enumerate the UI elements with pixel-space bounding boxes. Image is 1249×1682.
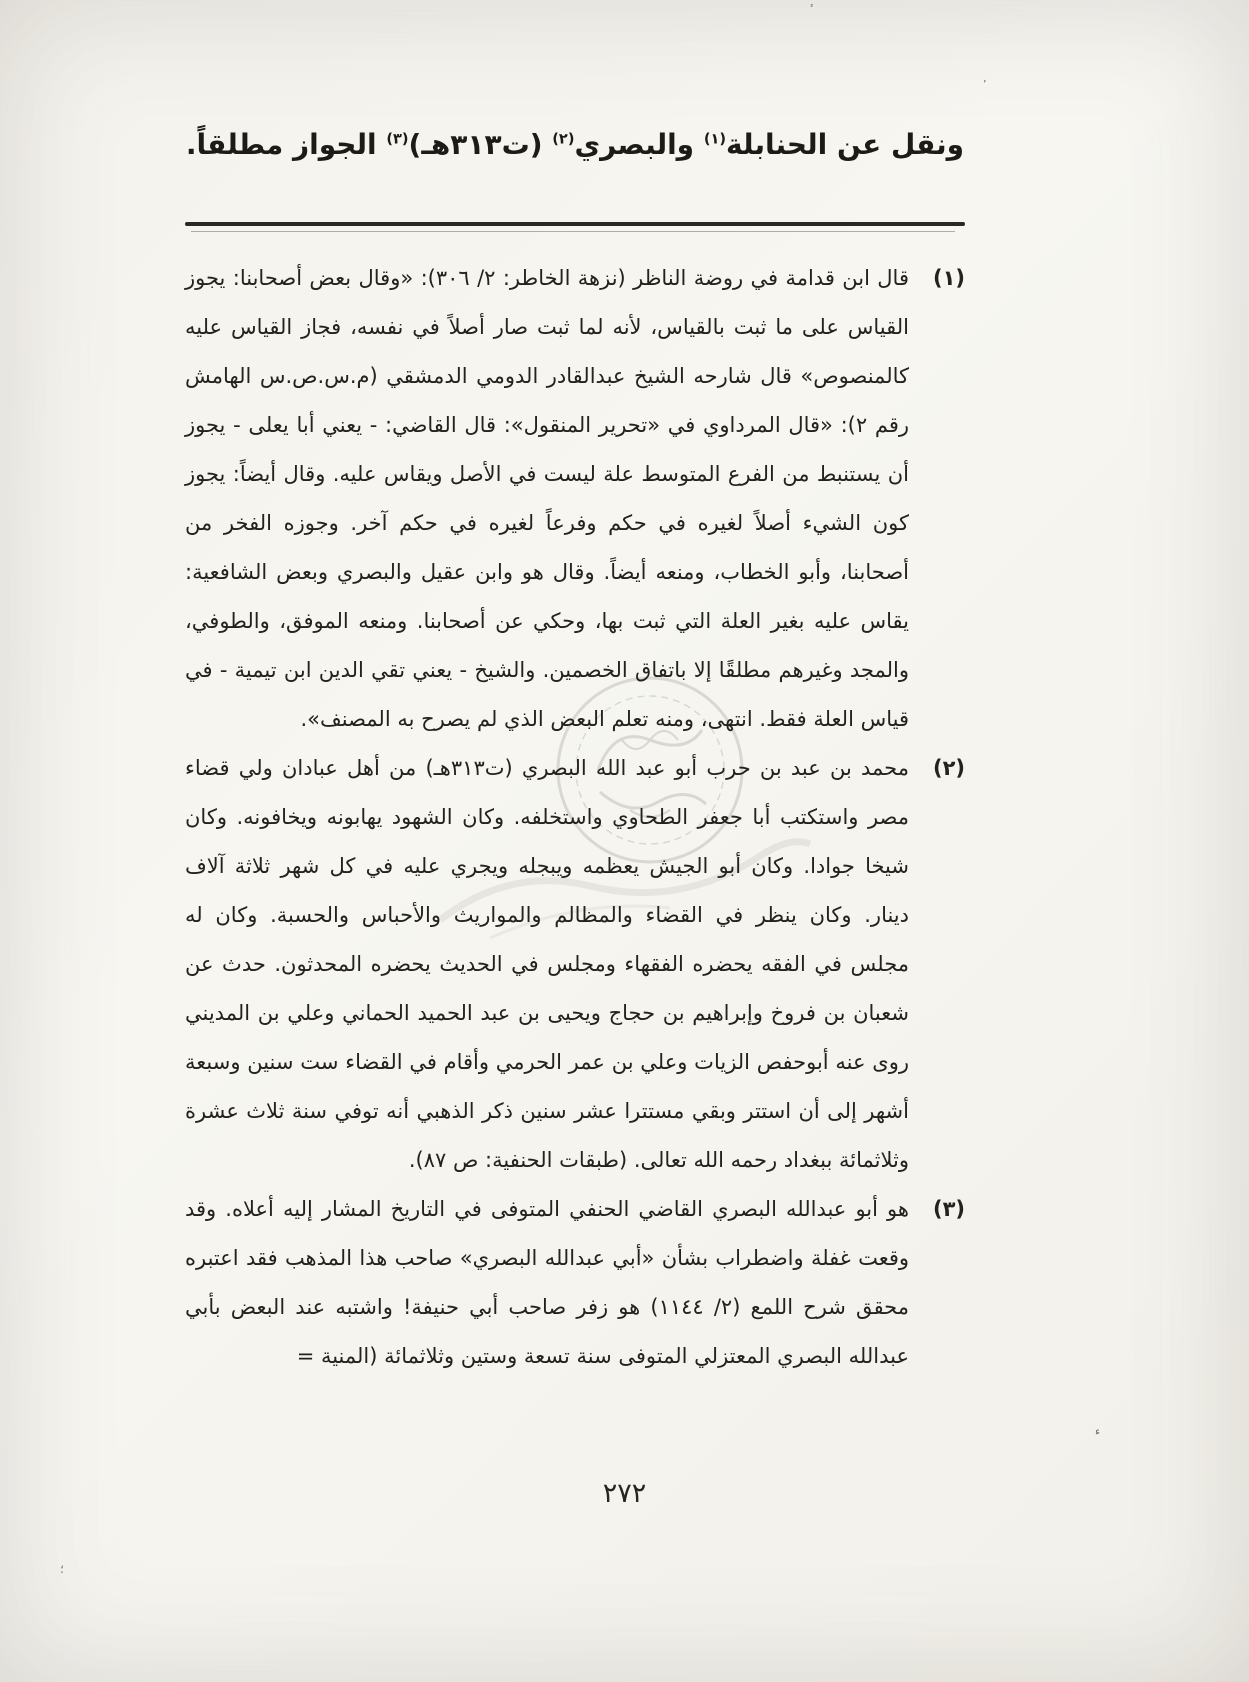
main-text-segment: الجواز مطلقاً.	[185, 128, 387, 161]
footnote-text: قال ابن قدامة في روضة الناظر (نزهة الخاطر: ٢/ ٣٠٦): «وقال بعض أصحابنا: يجوز القياس على ما ثبت بالقياس، لأنه لما ثبت صار أصلاً في نفسه، فجاز القياس عليه كالمنصوص» قال شارحه الشيخ عبدالقادر الدومي الدمشقي (م.س.ص.س الهامش رقم ٢): «قال المرداوي في «تحرير المنقول»: قال القاضي: - يعني أبا يعلى - يجوز أن يستنبط من الفرع المتوسط علة ليست في الأصل ويقاس عليه. وقال أيضاً: يجوز كون الشيء أصلاً لغيره في حكم وفرعاً لغيره في حكم آخر. وجوزه الفخر من أصحابنا، وأبو الخطاب، ومنعه أيضاً. وقال هو وابن عقيل والبصري وبعض الشافعية: يقاس عليه بغير العلة التي ثبت بها، وحكي عن أصحابنا. ومنعه الموفق، والطوفي، والمجد وغيرهم مطلقًا إلا باتفاق الخصمين. والشيخ - يعني تقي الدين ابن تيمية - في قياس العلة فقط. انتهى، ومنه تعلم البعض الذي لم يصرح به المصنف».	[185, 266, 909, 731]
footnote-separator-echo	[191, 231, 955, 232]
footnote-1	[185, 254, 965, 744]
scan-artifact: ٴ	[810, 4, 814, 19]
main-text-segment: والبصري	[574, 128, 704, 161]
footnote-ref-2: (٢)	[552, 130, 575, 148]
footnote-2	[185, 744, 965, 1185]
footnotes-section	[185, 254, 965, 1381]
main-text-line	[185, 128, 965, 161]
footnote-ref-1: (١)	[703, 130, 727, 148]
main-text-segment: ونقل عن الحنابلة	[726, 128, 965, 161]
footnote-marker: (٢)	[932, 756, 965, 780]
footnote-3	[185, 1185, 965, 1381]
footnote-marker: (٣)	[932, 1197, 965, 1221]
scan-artifact: ؛	[60, 1562, 64, 1576]
footnote-text: هو أبو عبدالله البصري القاضي الحنفي المتوفى في التاريخ المشار إليه أعلاه. وقد وقعت غفلة واضطراب بشأن «أبي عبدالله البصري» صاحب هذا المذهب فقد اعتبره محقق شرح اللمع (٢/ ١١٤٤) هو زفر صاحب أبي حنيفة! واشتبه عند البعض بأبي عبدالله البصري المعتزلي المتوفى سنة تسعة وستين وثلاثمائة (المنية =	[185, 1197, 909, 1368]
scan-artifact: ٬	[983, 78, 987, 91]
footnote-marker: (١)	[932, 266, 965, 290]
footnote-text: محمد بن عبد بن حرب أبو عبد الله البصري (ت٣١٣هـ) من أهل عبادان ولي قضاء مصر واستكتب أبا جعفر الطحاوي واستخلفه. وكان الشهود يهابونه ويخافونه. وكان شيخا جوادا. وكان أبو الجيش يعظمه ويبجله ويجري عليه في كل شهر ثلاثة آلاف دينار. وكان ينظر في القضاء والمظالم والمواريث والأحباس والحسبة. وكان له مجلس في الفقه يحضره الفقهاء ومجلس في الحديث يحضره المحدثون. حدث عن شعبان بن فروخ وإبراهيم بن حجاج ويحيى بن عبد الحميد الحماني وعلي بن المديني روى عنه أبوحفص الزيات وعلي بن عمر الحرمي وأقام في القضاء ست سنين وسبعة أشهر إلى أن استتر وبقي مستترا عشر سنين ذكر الذهبي أنه توفي سنة ثلاث عشرة وثلاثمائة ببغداد رحمه الله تعالى. (طبقات الحنفية: ص ٨٧).	[185, 756, 909, 1172]
page-number: ٢٧٢	[602, 1478, 647, 1509]
scan-artifact: ء	[1095, 1425, 1101, 1438]
main-text-segment: (ت٣١٣هـ)	[408, 128, 553, 161]
footnote-ref-3: (٣)	[386, 130, 409, 148]
footnote-separator-rule	[185, 222, 965, 226]
